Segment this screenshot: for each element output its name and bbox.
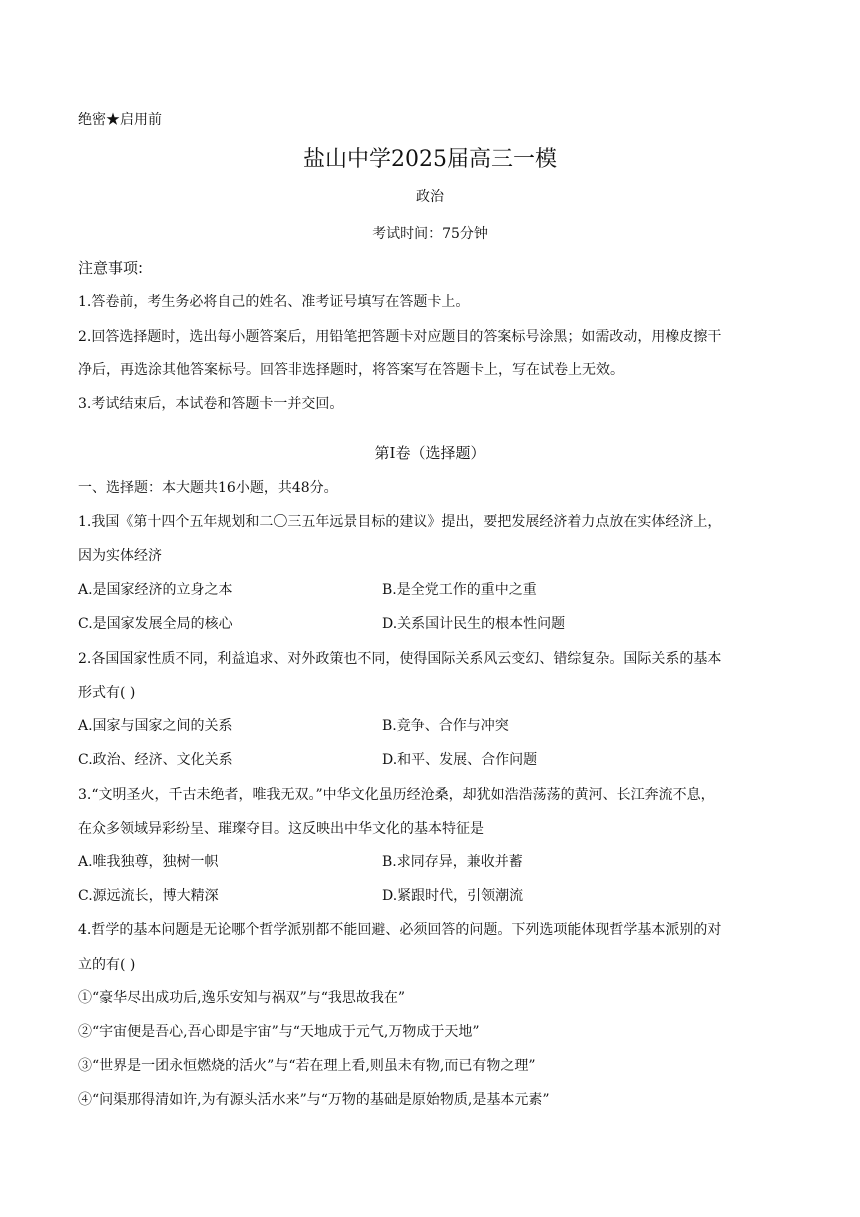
option-d: D.和平、发展、合作问题	[382, 752, 538, 768]
exam-time: 考试时间：75分钟	[372, 226, 488, 242]
option-d: D.紧跟时代，引领潮流	[382, 888, 524, 904]
question-stem: 在众多领域异彩纷呈、璀璨夺目。这反映出中华文化的基本特征是	[78, 821, 484, 837]
option-b: B.求同存异，兼收并蓄	[382, 854, 523, 870]
confidential-mark: 绝密★启用前	[78, 112, 162, 128]
section-title: 第Ⅰ卷（选择题）	[374, 444, 486, 462]
option-a: A.唯我独尊，独树一帜	[78, 854, 219, 870]
question-stem: 因为实体经济	[78, 548, 162, 564]
notice-item: 1.答卷前，考生务必将自己的姓名、准考证号填写在答题卡上。	[78, 294, 470, 310]
option-c: C.政治、经济、文化关系	[78, 752, 233, 768]
question-stem: 4.哲学的基本问题是无论哪个哲学派别都不能回避、必须回答的问题。下列选项能体现哲学基本派别的对	[78, 922, 722, 938]
question-stem: 2.各国国家性质不同，利益追求、对外政策也不同，使得国际关系风云变幻、错综复杂。国际关系的基本	[78, 651, 722, 667]
notice-heading: 注意事项:	[78, 259, 144, 277]
option-a: A.国家与国家之间的关系	[78, 718, 233, 734]
question-stem: 3.“文明圣火，千古未绝者，唯我无双。”中华文化虽历经沧桑，却犹如浩浩荡荡的黄河、长江奔流不息，	[78, 787, 715, 803]
question-stem: 1.我国《第十四个五年规划和二〇三五年远景目标的建议》提出，要把发展经济着力点放在实体经济上，	[78, 514, 722, 530]
exam-title: 盐山中学2025届高三一模	[303, 147, 557, 172]
statement-item: ④“问渠那得清如许,为有源头活水来”与“万物的基础是原始物质,是基本元素”	[78, 1092, 550, 1108]
question-stem: 立的有( )	[78, 957, 136, 973]
statement-item: ①“豪华尽出成功后,逸乐安知与祸双”与“我思故我在”	[78, 990, 406, 1006]
question-stem: 形式有( )	[78, 685, 136, 701]
option-a: A.是国家经济的立身之本	[78, 582, 233, 598]
notice-item: 3.考试结束后，本试卷和答题卡一并交回。	[78, 396, 344, 412]
option-b: B.是全党工作的重中之重	[382, 582, 537, 598]
option-c: C.是国家发展全局的核心	[78, 616, 233, 632]
notice-item: 2.回答选择题时，选出每小题答案后，用铅笔把答题卡对应题目的答案标号涂黑；如需改动，用橡皮擦干	[78, 329, 722, 345]
notice-item: 净后，再选涂其他答案标号。回答非选择题时，将答案写在答题卡上，写在试卷上无效。	[78, 362, 624, 378]
option-c: C.源远流长，博大精深	[78, 888, 219, 904]
section-intro: 一、选择题：本大题共16小题，共48分。	[78, 480, 338, 496]
option-b: B.竞争、合作与冲突	[382, 718, 509, 734]
statement-item: ②“宇宙便是吾心,吾心即是宇宙”与“天地成于元气,万物成于天地”	[78, 1024, 480, 1040]
statement-item: ③“世界是一团永恒燃烧的活火”与“若在理上看,则虽未有物,而已有物之理”	[78, 1058, 536, 1074]
option-d: D.关系国计民生的根本性问题	[382, 616, 566, 632]
exam-subject: 政治	[416, 189, 444, 205]
